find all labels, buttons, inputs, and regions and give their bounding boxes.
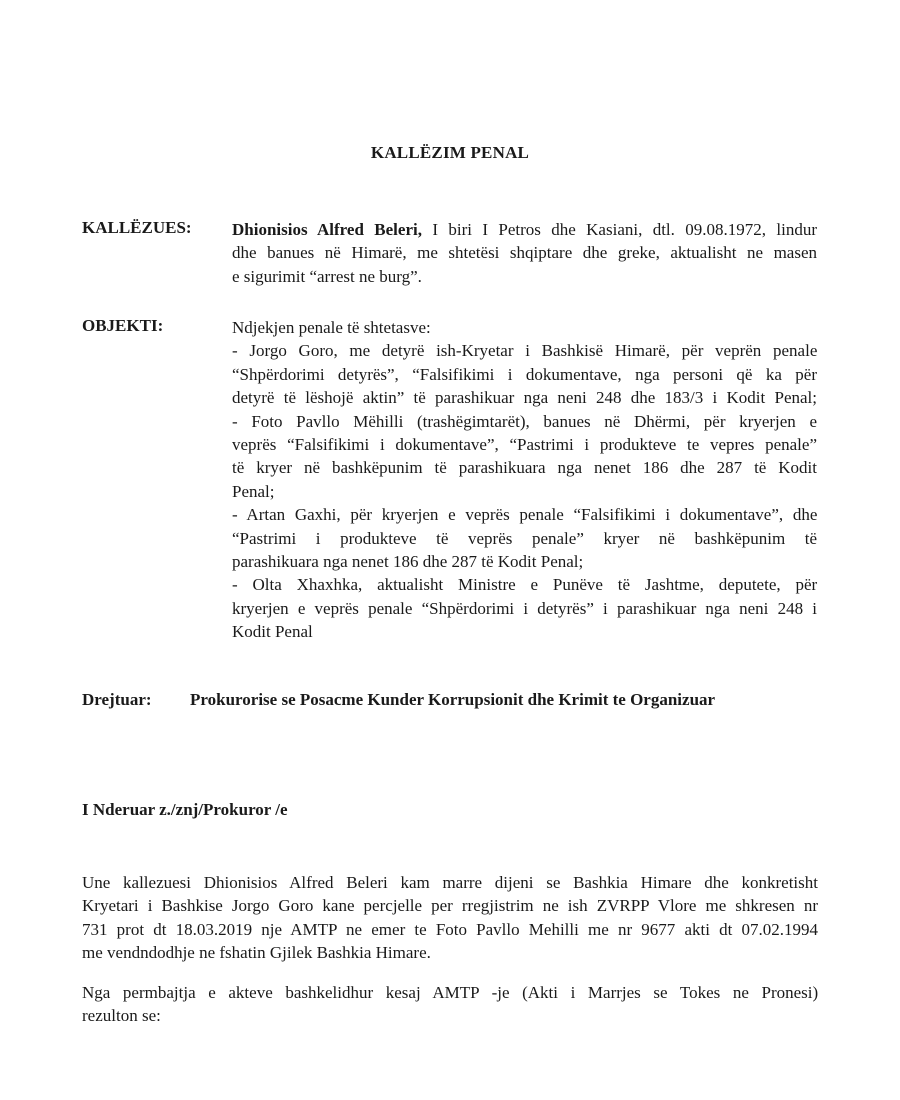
objekti-line: parashikuara nga nenet 186 dhe 287 të Kodit Penal; <box>232 552 584 572</box>
kallezues-line-text: I biri I Petros dhe Kasiani, dtl. 09.08.1972, lindur <box>421 220 818 239</box>
objekti-line: veprës “Falsifikimi i dokumentave”, “Pastrimi i produkteve te vepres penale” <box>232 435 817 455</box>
objekti-body <box>232 316 817 644</box>
kallezues-name: Dhionisios Alfred Beleri, <box>232 220 422 239</box>
kallezues-label: KALLËZUES: <box>82 218 192 237</box>
kallezues-line: dhe banues në Himarë, me shtetësi shqiptare dhe greke, aktualisht ne masen <box>232 243 817 263</box>
objekti-line: - Jorgo Goro, me detyrë ish-Kryetar i Bashkisë Himarë, për veprën penale <box>232 341 818 361</box>
objekti-line: - Foto Pavllo Mëhilli (trashëgimtarët), banues në Dhërmi, për kryerjen e <box>232 411 817 431</box>
kallezues-line: e sigurimit “arrest ne burg”. <box>232 266 422 286</box>
document-title: KALLËZIM PENAL <box>370 143 530 162</box>
paragraph-line: 731 prot dt 18.03.2019 nje AMTP ne emer te Foto Pavllo Mehilli me nr 9677 akti dt 07.02.1994 <box>82 919 818 939</box>
objekti-label: OBJEKTI: <box>82 316 164 335</box>
drejtuar-value: Prokurorise se Posacme Kunder Korrupsionit dhe Krimit te Organizuar <box>190 690 716 709</box>
paragraph-line: Nga permbajtja e akteve bashkelidhur kesaj AMTP -je (Akti i Marrjes se Tokes ne Pronesi) <box>82 983 819 1002</box>
salutation: I Nderuar z./znj/Prokuror /e <box>82 800 288 819</box>
paragraph-1 <box>82 871 818 965</box>
paragraph-line: Kryetari i Bashkise Jorgo Goro kane percjelle per rregjistrim ne ish ZVRPP Vlore me shkresen nr <box>82 896 818 916</box>
objekti-line: Kodit Penal <box>232 622 313 642</box>
objekti-line: - Olta Xhaxhka, aktualisht Ministre e Punëve të Jashtme, deputete, për <box>232 575 818 595</box>
paragraph-line: rezulton se: <box>82 1006 161 1026</box>
paragraph-line: me vendndodhje ne fshatin Gjilek Bashkia Himare. <box>82 943 431 963</box>
objekti-line: “Pastrimi i produkteve të veprës penale” kryer në bashkëpunim të <box>232 528 818 548</box>
objekti-line: - Artan Gaxhi, për kryerjen e veprës penale “Falsifikimi i dokumentave”, dhe <box>232 505 818 525</box>
kallezues-body <box>232 218 817 288</box>
paragraph-2 <box>82 981 818 1028</box>
objekti-line: të kryer në bashkëpunim të parashikuara nga nenet 186 dhe 287 të Kodit <box>232 458 817 478</box>
drejtuar-label: Drejtuar: <box>82 690 152 709</box>
paragraph-line: Une kallezuesi Dhionisios Alfred Beleri kam marre dijeni se Bashkia Himare dhe konkretisht <box>82 873 818 892</box>
objekti-line: detyrë të lëshojë aktin” të parashikuar nga neni 248 dhe 183/3 i Kodit Penal; <box>232 388 817 408</box>
objekti-line: kryerjen e veprës penale “Shpërdorimi i detyrës” i parashikuar nga neni 248 i <box>232 598 817 618</box>
objekti-line: “Shpërdorimi detyrës”, “Falsifikimi i dokumentave, nga personi që ka për <box>232 364 817 384</box>
kallezues-line <box>232 218 817 241</box>
objekti-line: Ndjekjen penale të shtetasve: <box>232 318 431 337</box>
objekti-line: Penal; <box>232 481 275 501</box>
